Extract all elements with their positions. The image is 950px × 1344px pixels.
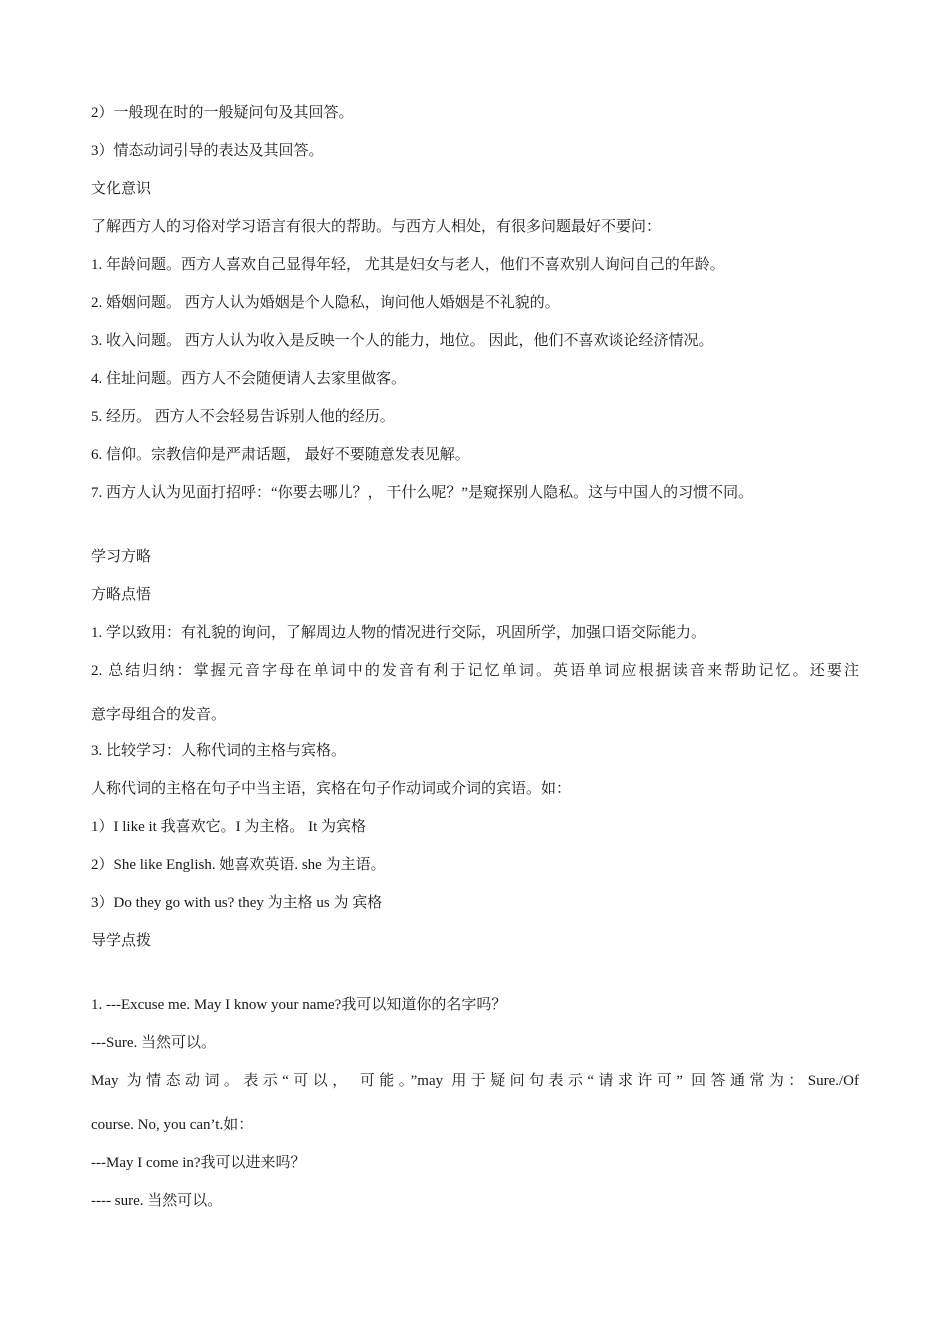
list-item: 2. 总结归纳：掌握元音字母在单词中的发音有利于记忆单词。英语单词应根据读音来帮助记忆。还要注 — [91, 663, 859, 679]
explanation-line: course. No, you can’t.如： — [91, 1117, 254, 1133]
list-item: 4. 住址问题。西方人不会随便请人去家里做客。 — [91, 371, 407, 387]
list-item: 7. 西方人认为见面打招呼：“你要去哪儿？， 干什么呢？”是窥探别人隐私。这与中国人的习惯不同。 — [91, 485, 754, 501]
subsection-heading: 方略点悟 — [91, 587, 152, 603]
list-item: 3. 比较学习：人称代词的主格与宾格。 — [91, 743, 347, 759]
list-item: 1. 学以致用：有礼貌的询问，了解周边人物的情况进行交际，巩固所学，加强口语交际能力。 — [91, 625, 707, 641]
list-item: 5. 经历。 西方人不会轻易告诉别人他的经历。 — [91, 409, 395, 425]
example-line: 1）I like it 我喜欢它。I 为主格。 It 为宾格 — [91, 819, 366, 835]
section-heading-strategy: 学习方略 — [91, 549, 152, 565]
text-line: 2）一般现在时的一般疑问句及其回答。 — [91, 105, 354, 121]
example-line: 3）Do they go with us? they 为主格 us 为 宾格 — [91, 895, 383, 911]
dialogue-line: ---May I come in?我可以进来吗？ — [91, 1155, 306, 1171]
list-item: 2. 婚姻问题。 西方人认为婚姻是个人隐私，询问他人婚姻是不礼貌的。 — [91, 295, 560, 311]
section-heading-culture: 文化意识 — [91, 181, 152, 197]
dialogue-line: ---Sure. 当然可以。 — [91, 1035, 216, 1051]
text-line: 了解西方人的习俗对学习语言有很大的帮助。与西方人相处，有很多问题最好不要问： — [91, 219, 662, 235]
dialogue-line: 1. ---Excuse me. May I know your name?我可以知道你的名字吗？ — [91, 997, 507, 1013]
list-item: 3. 收入问题。 西方人认为收入是反映一个人的能力，地位。 因此，他们不喜欢谈论经济情况。 — [91, 333, 714, 349]
dialogue-line: ---- sure. 当然可以。 — [91, 1193, 223, 1209]
example-line: 2）She like English. 她喜欢英语. she 为主语。 — [91, 857, 386, 873]
text-line: 人称代词的主格在句子中当主语，宾格在句子作动词或介词的宾语。如： — [91, 781, 572, 797]
text-line: 3）情态动词引导的表达及其回答。 — [91, 143, 324, 159]
list-item: 6. 信仰。宗教信仰是严肃话题， 最好不要随意发表见解。 — [91, 447, 470, 463]
section-heading-guide: 导学点拨 — [91, 933, 152, 949]
list-item: 1. 年龄问题。西方人喜欢自己显得年轻， 尤其是妇女与老人，他们不喜欢别人询问自己的年龄。 — [91, 257, 725, 273]
text-line: 意字母组合的发音。 — [91, 707, 227, 723]
explanation-line: May 为情态动词。表示“可以， 可能。”may 用于疑问句表示“请求许可” 回答通常为：Sure./Of — [91, 1073, 859, 1089]
